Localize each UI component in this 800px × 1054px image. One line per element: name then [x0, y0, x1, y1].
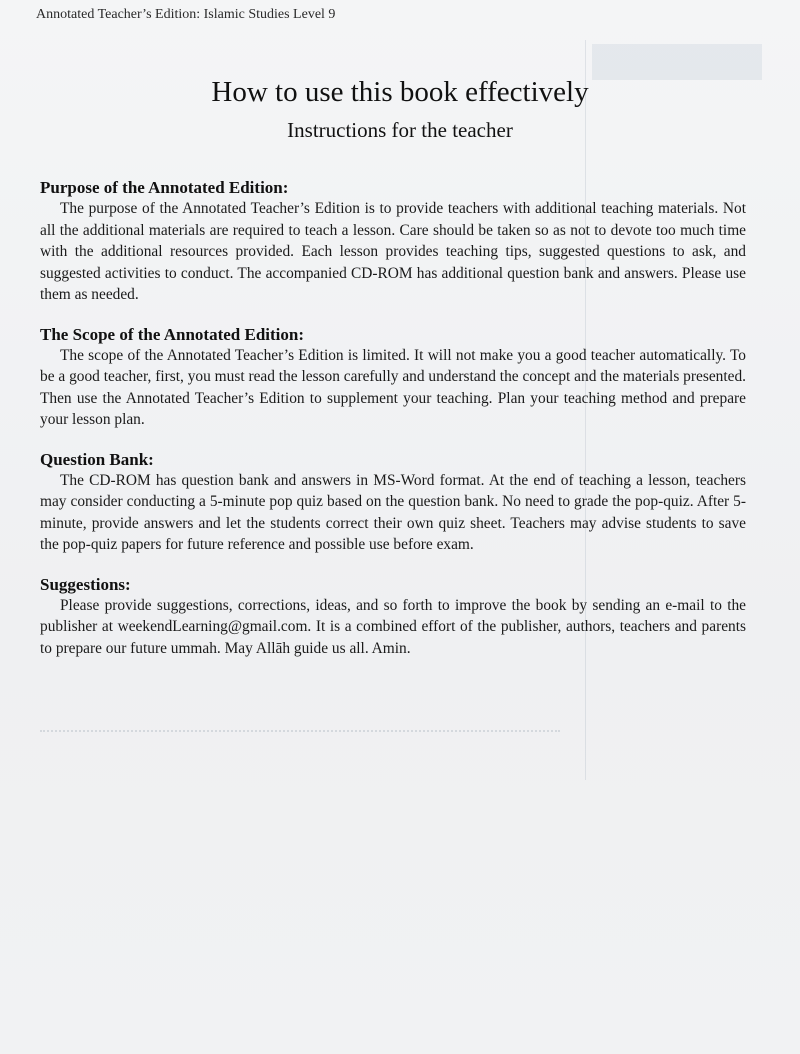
section-paragraph: The purpose of the Annotated Teacher’s Edition is to provide teachers with additional teaching materials. Not all the additional materials are required to teach a lesson. Care should be taken so as not to devote too much time with the additional resources provided. Each lesson provides teaching tips, suggested questions to ask, and suggested activities to conduct. The accompanied CD-ROM has additional question bank and answers. Please use them as needed. [40, 200, 746, 303]
bleed-through-divider [40, 730, 560, 732]
bleed-through-box [592, 44, 762, 80]
instructions-body [40, 177, 746, 677]
section-question-bank [40, 449, 746, 556]
section-paragraph: Please provide suggestions, corrections, ideas, and so forth to improve the book by sending an e-mail to the publisher at weekendLearning@gmail.com. It is a combined effort of the publisher, authors, teachers and parents to prepare our future ummah. May Allāh guide us all. Amin. [40, 596, 746, 657]
section-purpose [40, 177, 746, 306]
running-head: Annotated Teacher’s Edition: Islamic Studies Level 9 [36, 7, 336, 22]
section-scope [40, 324, 746, 431]
section-heading: Question Bank: [40, 449, 154, 469]
section-heading: Suggestions: [40, 574, 131, 594]
section-heading: The Scope of the Annotated Edition: [40, 324, 304, 344]
page-title: How to use this book effectively [211, 76, 589, 108]
section-paragraph: The scope of the Annotated Teacher’s Edition is limited. It will not make you a good teacher automatically. To be a good teacher, first, you must read the lesson carefully and understand the concept and the materials presented. Then use the Annotated Teacher’s Edition to supplement your teaching. Plan your teaching method and prepare your lesson plan. [40, 346, 746, 428]
section-heading: Purpose of the Annotated Edition: [40, 178, 289, 197]
page-subtitle: Instructions for the teacher [287, 118, 513, 142]
section-paragraph: The CD-ROM has question bank and answers in MS-Word format. At the end of teaching a lesson, teachers may consider conducting a 5-minute pop quiz based on the question bank. No need to grade the pop-quiz. After 5-minute, provide answers and let the students correct their own quiz sheet. Teachers may advise students to save the pop-quiz papers for future reference and possible use before exam. [40, 471, 746, 553]
section-suggestions [40, 574, 746, 660]
